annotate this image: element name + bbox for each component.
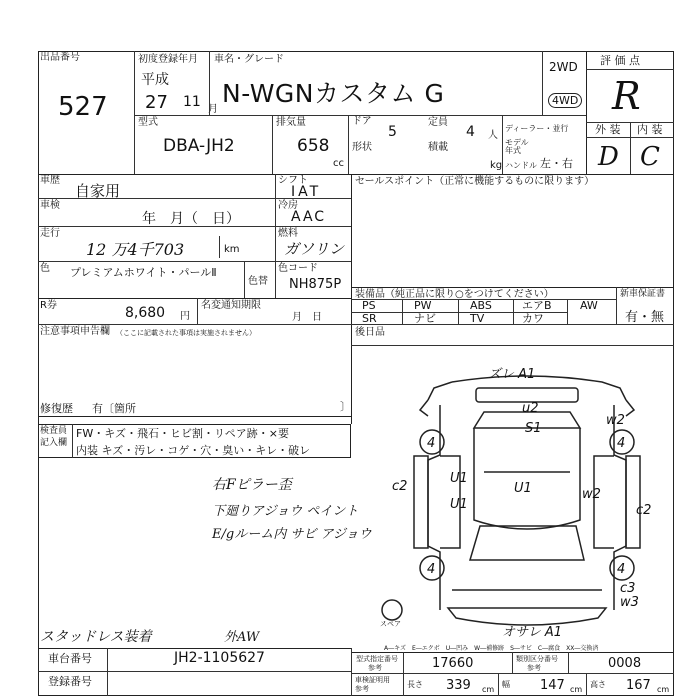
score-label: 評 価 点	[600, 54, 640, 67]
equipment-item: PS	[362, 299, 376, 312]
mark-zure-a1: ズレ A1	[488, 367, 536, 382]
inspection-value: 年 月（ 日）	[142, 211, 240, 227]
equipment-label: 装備品（純正品に限り○をつけてください）	[355, 289, 554, 300]
color-change-label: 色替	[248, 276, 268, 287]
studless-note: スタッドレス装着	[40, 629, 152, 645]
mark-osare-a1: オサレ A1	[502, 625, 563, 640]
load-unit: kg	[490, 160, 503, 171]
width: 147	[540, 678, 565, 693]
reg-date-label: 初度登録年月	[138, 54, 198, 65]
history-label: 車歴	[40, 175, 60, 186]
note-2: 下廻りアジョウ ペイント	[212, 504, 359, 519]
equipment-item: TV	[470, 312, 485, 325]
inspector-line-2: 内装 キズ・汚レ・コゲ・穴・臭い・キレ・破レ	[76, 444, 311, 457]
height-label: 高さ	[590, 680, 606, 689]
int-score: C	[640, 142, 660, 172]
mark-c2-left: c2	[392, 479, 408, 494]
equipment-item: カワ	[522, 312, 544, 325]
mark-w2-right: w2	[582, 487, 601, 502]
inspector-label-1: 検査員	[40, 426, 68, 436]
name-grade-label: 車名・グレード	[214, 54, 284, 65]
equipment-item: SR	[362, 312, 377, 325]
color-code: NH875P	[289, 277, 342, 292]
capacity-unit: 人	[488, 130, 498, 141]
mileage-label: 走行	[40, 228, 60, 239]
notice-value: 月 日	[292, 312, 322, 323]
mark-c3: c3	[620, 581, 636, 596]
width-unit: cm	[570, 685, 583, 694]
mark-w3: w3	[620, 595, 639, 610]
type-no: 17660	[432, 656, 474, 671]
chassis-number: JH2-1105627	[174, 650, 265, 666]
score-value: R	[612, 74, 641, 118]
repair-label: 修復歴	[40, 402, 73, 415]
equipment-item: エアB	[522, 299, 552, 312]
mileage-unit: km	[224, 244, 240, 255]
capacity: 4	[466, 124, 475, 140]
int-label: 内 装	[637, 123, 663, 136]
repair-value: 有〔箇所	[92, 402, 136, 415]
era: 平成	[141, 72, 169, 88]
mark-w2-top: w2	[606, 413, 625, 428]
equipment-item: ナビ	[414, 312, 436, 325]
registration-label: 登録番号	[48, 675, 92, 688]
spare-label: スペア	[380, 620, 401, 628]
height: 167	[626, 678, 651, 693]
lot-number: 527	[58, 92, 108, 122]
delivery-label: 後日品	[355, 327, 385, 338]
note-1: 右Fピラー歪	[212, 477, 292, 493]
month-unit: 月	[208, 104, 218, 115]
ext-label: 外 装	[595, 123, 621, 136]
note-3: E/gルーム内 サビ アジョウ	[212, 527, 372, 542]
fuel-value: ガソリン	[284, 240, 345, 258]
drive-2wd: 2WD	[549, 60, 578, 74]
handle-value: 左・右	[540, 157, 573, 170]
class-no-label: 類別区分番号	[516, 655, 558, 663]
ac-label: 冷房	[278, 200, 298, 211]
tire-note: 外AW	[224, 630, 260, 645]
color-label: 色	[40, 263, 50, 274]
shift-label: シフト	[278, 175, 308, 186]
displacement: 658	[297, 136, 330, 156]
mark-u1-center: U1	[514, 481, 532, 496]
fuel-label: 燃料	[278, 228, 298, 239]
caution-note: （ここに記載された事項は実施されません）	[116, 329, 256, 337]
cert-label: 車検証明用 参考	[355, 676, 390, 693]
tire-4: 4	[617, 562, 626, 577]
displacement-unit: cc	[333, 158, 344, 169]
length-label: 長さ	[407, 680, 423, 689]
capacity-label: 定員	[428, 117, 448, 128]
mark-c2-right: c2	[636, 503, 652, 518]
type-no-ref: 参考	[368, 664, 382, 672]
color-value: プレミアムホワイト・パールⅡ	[70, 266, 217, 279]
sales-point-label: セールスポイント（正常に機能するものに限ります）	[355, 176, 595, 187]
color-code-label: 色コード	[278, 263, 318, 274]
type-no-label: 型式指定番号	[356, 655, 398, 663]
model-label: 型式	[138, 117, 158, 128]
shift-value: IAT	[291, 184, 322, 200]
mark-u1-left: U1	[450, 471, 468, 486]
width-label: 幅	[502, 680, 510, 689]
equipment-item: ABS	[470, 299, 492, 312]
recycle-unit: 円	[180, 311, 190, 322]
class-no-ref: 参考	[527, 664, 541, 672]
dealer-label: ディーラー・並行	[505, 124, 569, 133]
mileage-value: 12 万4千703	[86, 240, 185, 259]
handle-label: ハンドル	[505, 161, 537, 170]
warranty-label: 新車保証書	[620, 289, 666, 299]
recycle-label: R券	[40, 300, 57, 311]
equipment-item: PW	[414, 299, 432, 312]
damage-legend: A―キズ E―エクボ U―凹み W―補修跡 S―サビ C―腐食 XX―交換済	[384, 645, 599, 652]
caution-label: 注意事項申告欄	[40, 326, 110, 337]
model-year-label: モデル 年式	[505, 138, 529, 155]
history-value: 自家用	[75, 182, 121, 200]
door-label: ドア	[352, 116, 372, 127]
warranty-value: 有・無	[625, 310, 665, 325]
mark-u1-lower: U1	[450, 497, 468, 512]
reg-year: 27	[145, 92, 168, 113]
equipment-item: AW	[580, 299, 598, 312]
inspector-line-1: FW・キズ・飛石・ヒビ割・リペア跡・×要	[76, 427, 289, 440]
recycle-value: 8,680	[125, 305, 166, 321]
class-no: 0008	[608, 656, 642, 671]
lot-label: 出品番号	[40, 52, 80, 63]
repair-bracket: 〕	[340, 400, 351, 413]
height-unit: cm	[657, 685, 670, 694]
displacement-label: 排気量	[276, 117, 306, 128]
inspection-label: 車検	[40, 200, 60, 211]
length: 339	[446, 678, 471, 693]
mark-u2: u2	[522, 401, 539, 416]
model-code: DBA-JH2	[163, 136, 235, 156]
tire-1: 4	[427, 436, 436, 451]
shape-label: 形状	[352, 142, 372, 153]
ac-value: AAC	[291, 209, 327, 225]
car-diagram	[380, 360, 674, 642]
tire-3: 4	[427, 562, 436, 577]
car-name: N-WGNカスタム G	[222, 79, 445, 108]
inspector-label-2: 記入欄	[40, 438, 68, 448]
chassis-label: 車台番号	[48, 652, 92, 665]
length-unit: cm	[482, 685, 495, 694]
load-label: 積載	[428, 142, 448, 153]
ext-score: D	[598, 142, 619, 172]
mark-s1: S1	[525, 421, 542, 436]
reg-month: 11	[183, 94, 201, 110]
notice-label: 名変通知期限	[201, 300, 261, 311]
drive-4wd-circled: 4WD	[548, 93, 582, 108]
tire-2: 4	[617, 436, 626, 451]
door-count: 5	[388, 124, 397, 140]
